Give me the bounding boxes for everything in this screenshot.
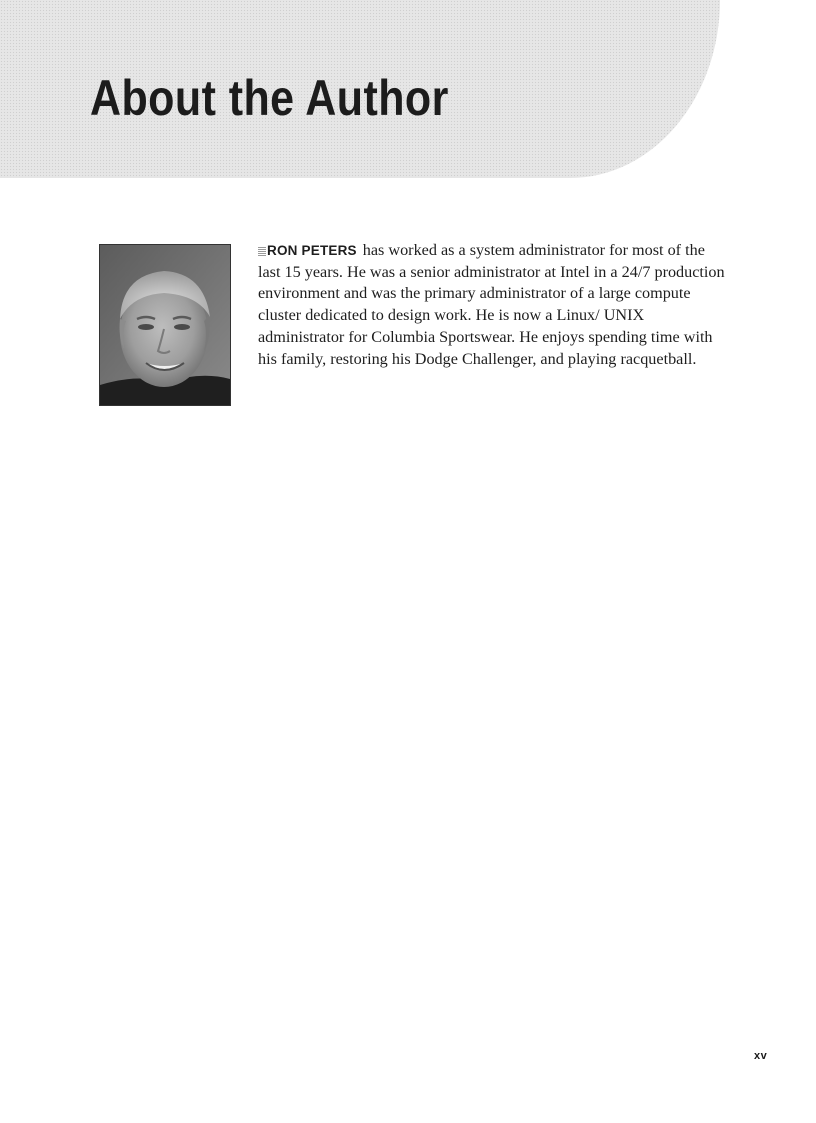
- author-portrait-icon: [100, 245, 230, 405]
- author-bio: [258, 240, 728, 370]
- page-title: About the Author: [90, 70, 449, 126]
- bullet-marker-icon: [258, 246, 266, 256]
- author-photo: [99, 244, 231, 406]
- author-name: RON PETERS: [267, 243, 357, 258]
- author-bio-text: has worked as a system administrator for most of the last 15 years. He was a senior administrator at Intel in a 24/7 production environment and was the primary administrator of a large compute cluster dedicated to design work. He is now a Linux/ UNIX administrator for Columbia Sportswear. He enjoys spending time with his family, restoring his Dodge Challenger, and playing racquetball.: [258, 241, 725, 368]
- page-number: xv: [754, 1050, 768, 1062]
